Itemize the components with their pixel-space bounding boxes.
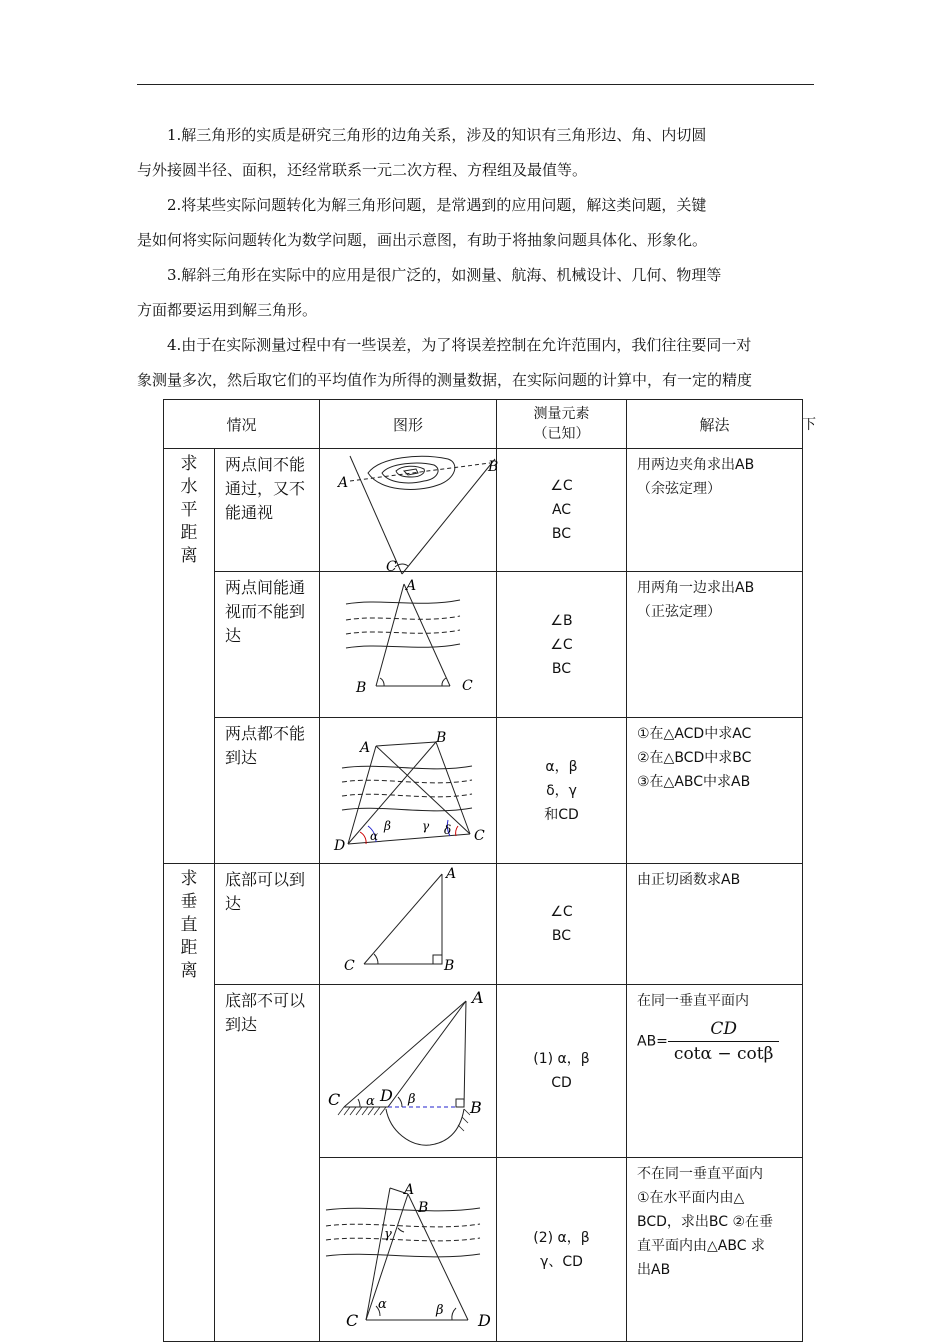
svg-text:α: α: [366, 1094, 375, 1109]
svg-text:D: D: [478, 1311, 491, 1330]
svg-text:B: B: [470, 1098, 482, 1117]
figure-3-svg: [320, 718, 496, 863]
situation-cell: 底部不可以 到达: [215, 985, 320, 1342]
svg-text:β: β: [384, 819, 391, 833]
situation-cell: 底部可以到 达: [215, 864, 320, 985]
table-row: [164, 718, 803, 864]
figure-2-svg: [320, 572, 496, 717]
method-cell: 由正切函数求AB: [627, 864, 803, 985]
situation-cell: 两点间不能 通过，又不 能通视: [215, 449, 320, 572]
svg-text:D: D: [334, 838, 346, 854]
svg-text:A: A: [338, 475, 349, 491]
svg-text:A: A: [360, 740, 371, 756]
header-method: 解法: [627, 400, 803, 449]
situation-cell: 两点间能通 视而不能到 达: [215, 572, 320, 718]
svg-text:C: C: [386, 559, 397, 575]
svg-text:B: B: [444, 958, 455, 974]
svg-text:A: A: [406, 578, 417, 594]
table-header-row: [164, 400, 803, 449]
solution-table: [163, 399, 803, 1342]
situation-cell: 两点都不能 到达: [215, 718, 320, 864]
figure-5-svg: [320, 985, 496, 1157]
method-cell: 在同一垂直平面内 AB= $\frac{CD}{\cot\alpha - \cot\beta}$: [627, 985, 803, 1158]
table-row: [164, 449, 803, 572]
method-cell: 不在同一垂直平面内 ①在水平面内由△ BCD，求出BC ②在垂 直平面内由△ABC 求 出AB: [627, 1158, 803, 1342]
figure-two-unreachable: [320, 718, 497, 864]
figure-obstacle: [320, 449, 499, 575]
svg-text:A: A: [472, 988, 484, 1007]
svg-text:B: B: [436, 730, 447, 746]
header-measure: 测量元素 （已知）: [497, 400, 627, 449]
svg-text:β: β: [436, 1303, 444, 1318]
method-cell: 用两边夹角求出AB （余弦定理）: [627, 449, 803, 572]
svg-text:δ: δ: [444, 823, 452, 837]
overflow-text-stub: 下: [802, 417, 816, 433]
svg-text:C: C: [474, 828, 485, 844]
svg-text:B: B: [356, 680, 367, 696]
figure-right-triangle: [320, 864, 497, 985]
table-row: [164, 985, 803, 1158]
svg-text:B: B: [488, 459, 499, 475]
svg-text:D: D: [380, 1086, 393, 1105]
figure-base-unreachable-2: [320, 1158, 497, 1342]
method-cell: ①在△ACD中求AC ②在△BCD中求BC ③在△ABC中求AB: [627, 718, 803, 864]
svg-text:C: C: [462, 678, 473, 694]
svg-text:α: α: [378, 1297, 387, 1312]
measure-cell: ∠C BC: [497, 864, 627, 985]
svg-text:β: β: [408, 1092, 416, 1107]
measure-cell: α，β δ，γ 和CD: [497, 718, 627, 864]
header-rule: [137, 84, 814, 85]
paragraph-1: 1.解三角形的实质是研究三角形的边角关系，涉及的知识有三角形边、角、内切圆 与外接圆半径、面积，还经常联系一元二次方程、方程组及最值等。: [137, 126, 707, 179]
svg-text:C: C: [328, 1090, 341, 1109]
header-situation: 情况: [164, 400, 320, 449]
svg-text:B: B: [418, 1200, 429, 1216]
category-vertical: 求 垂 直 距 离: [164, 864, 215, 1342]
svg-text:A: A: [446, 866, 457, 882]
svg-text:γ: γ: [384, 1227, 392, 1242]
measure-cell: ∠C AC BC: [497, 449, 627, 572]
paragraph-2: 2.将某些实际问题转化为解三角形问题，是常遇到的应用问题，解这类问题，关键 是如何将实际问题转化为数学问题，画出示意图，有助于将抽象问题具体化、形象化。: [137, 196, 708, 249]
table-row: [164, 572, 803, 718]
paragraph-3: 3.解斜三角形在实际中的应用是很广泛的，如测量、航海、机械设计、几何、物理等 方面都要运用到解三角形。: [137, 266, 722, 319]
figure-base-unreachable-1: [320, 985, 497, 1158]
svg-text:C: C: [344, 958, 355, 974]
svg-text:A: A: [404, 1182, 415, 1198]
figure-1-svg: [320, 449, 499, 575]
category-horizontal: 求 水 平 距 离: [164, 449, 215, 864]
figure-4-svg: [320, 864, 496, 984]
formula: AB= $\frac{CD}{\cot\alpha - \cot\beta}$: [637, 1017, 798, 1066]
figure-6-svg: [320, 1158, 496, 1341]
measure-cell: (2) α，β γ、CD: [497, 1158, 627, 1342]
measure-cell: ∠B ∠C BC: [497, 572, 627, 718]
figure-river-sine: [320, 572, 497, 718]
measure-cell: (1) α，β CD: [497, 985, 627, 1158]
header-figure: 图形: [320, 400, 497, 449]
svg-text:C: C: [346, 1311, 359, 1330]
paragraph-4: 4.由于在实际测量过程中有一些误差，为了将误差控制在允许范围内，我们往往要同一对 象测量多次，然后取它们的平均值作为所得的测量数据，在实际问题的计算中，有一定的精度: [137, 336, 753, 389]
table-row: [164, 864, 803, 985]
method-cell: 用两角一边求出AB （正弦定理）: [627, 572, 803, 718]
svg-text:γ: γ: [422, 819, 430, 833]
svg-text:α: α: [370, 829, 379, 843]
